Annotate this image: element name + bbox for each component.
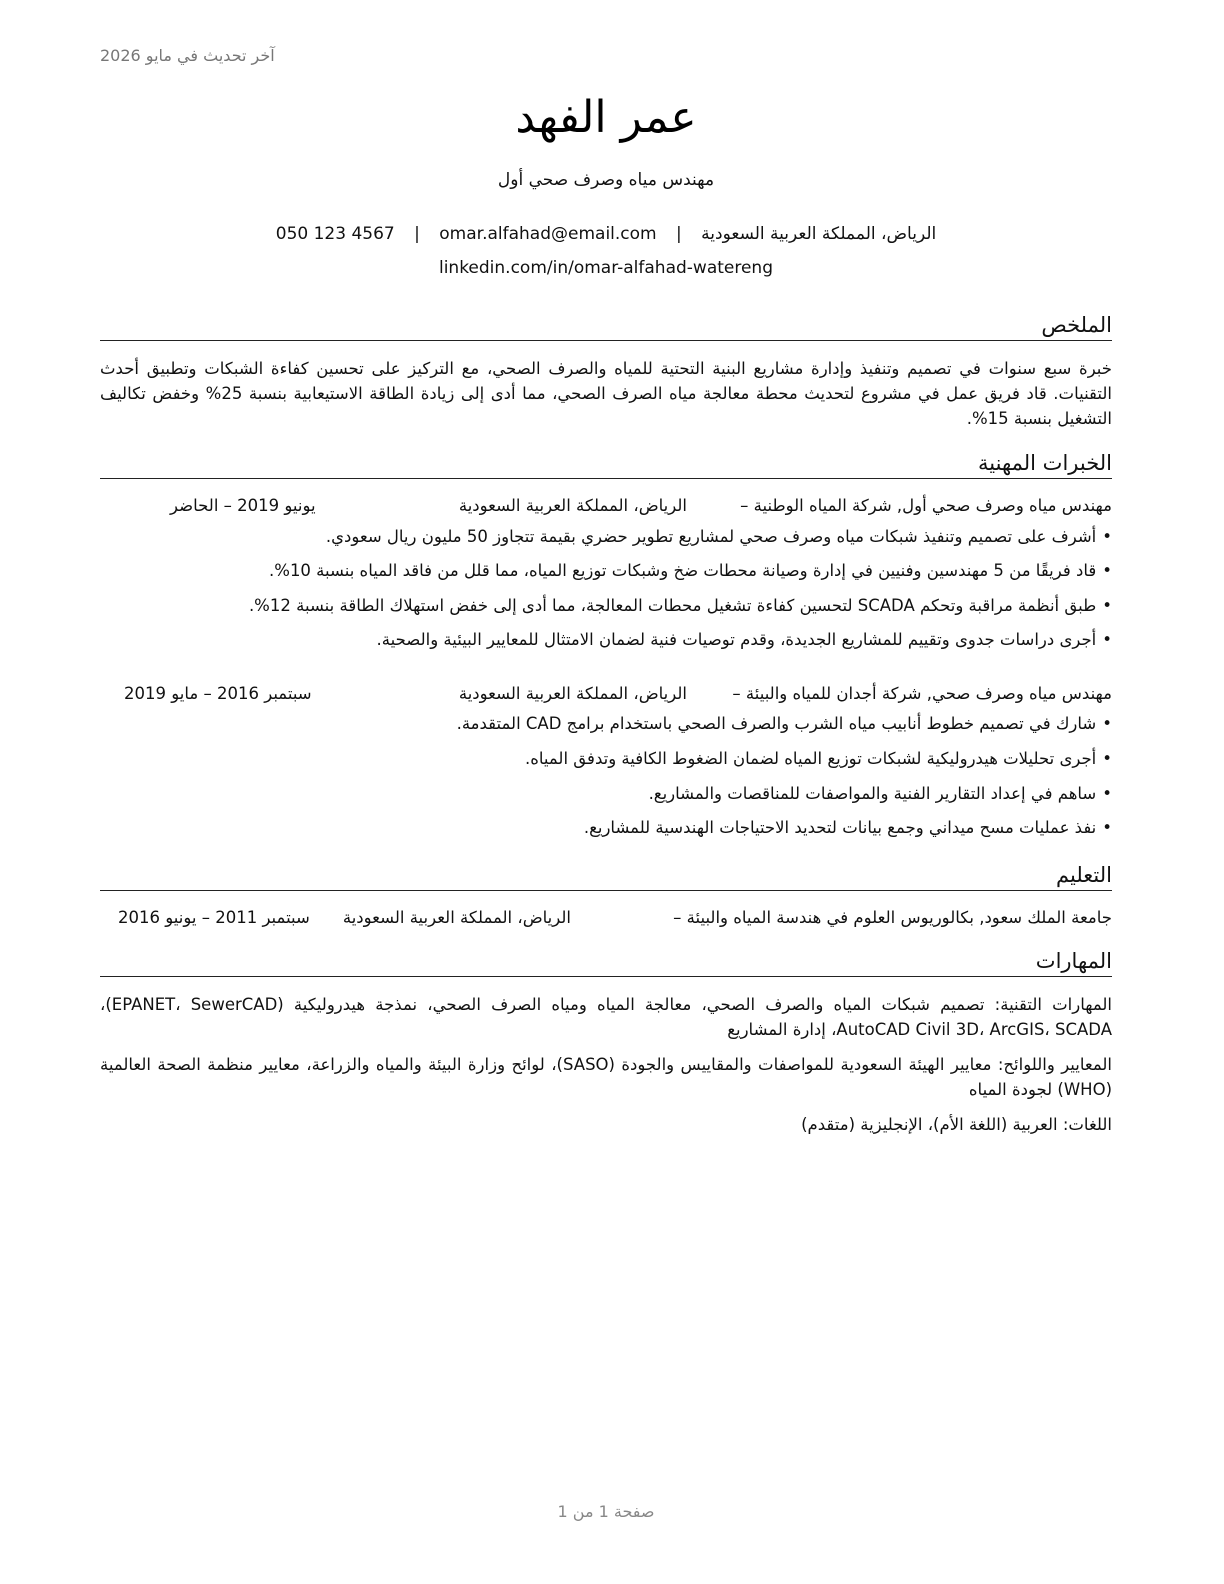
job-location: الرياض، المملكة العربية السعودية: [458, 684, 687, 703]
skills-heading: المهارات: [100, 948, 1112, 977]
contact-email[interactable]: omar.alfahad@email.com: [439, 224, 657, 244]
contact-separator: |: [414, 224, 420, 244]
job-title-company: مهندس مياه وصرف صحي أول, شركة المياه الوطنية –: [740, 496, 1112, 515]
skills-standards: المعايير واللوائح: معايير الهيئة السعودية للمواصفات والمقاييس والجودة (SASO)، لوائح وزارة البيئة والمياه والزراعة، معايير منظمة الصحة العالمية (WHO) لجودة المياه: [100, 1055, 1113, 1099]
job-bullet: •قاد فريقًا من 5 مهندسين وفنيين في إدارة وصيانة محطات ضخ وشبكات توزيع المياه، مما قلل من فاقد المياه بنسبة 10%.: [269, 561, 1112, 580]
candidate-title: مهندس مياه وصرف صحي أول: [497, 170, 715, 190]
education-degree: جامعة الملك سعود, بكالوريوس العلوم في هندسة المياه والبيئة –: [673, 908, 1112, 927]
summary-text: خبرة سبع سنوات في تصميم وتنفيذ وإدارة مشاريع البنية التحتية للمياه والصرف الصحي، مع التركيز على تحسين كفاءة الشبكات وتطبيق أحدث التقنيات. قاد فريق عمل في مشروع لتحديث محطة معالجة مياه الصرف الصحي، مما أدى إلى زيادة الطاقة الاستيعابية بنسبة 25% وخفض تكاليف التشغيل بنسبة 15%.: [100, 359, 1112, 428]
job-bullet: •ساهم في إعداد التقارير الفنية والمواصفات للمناقصات والمشاريع.: [648, 784, 1112, 803]
contact-separator: |: [676, 224, 682, 244]
education-location: الرياض، المملكة العربية السعودية: [342, 908, 571, 927]
page-number: صفحة 1 من 1: [557, 1502, 655, 1521]
education-heading: التعليم: [100, 862, 1112, 891]
contact-phone: 050 123 4567: [275, 224, 395, 244]
job-bullet: •شارك في تصميم خطوط أنابيب مياه الشرب والصرف الصحي باستخدام برامج CAD المتقدمة.: [456, 714, 1112, 733]
job-bullet: •نفذ عمليات مسح ميداني وجمع بيانات لتحديد الاحتياجات الهندسية للمشاريع.: [583, 818, 1112, 837]
contact-line: [100, 224, 1112, 244]
job-dates: سبتمبر 2016 – مايو 2019: [124, 684, 312, 703]
candidate-name: عمر الفهد: [515, 92, 697, 143]
job-bullet: •أجرى دراسات جدوى وتقييم للمشاريع الجديدة، وقدم توصيات فنية لضمان الامتثال للمعايير البيئية والصحية.: [376, 630, 1112, 649]
experience-heading: الخبرات المهنية: [100, 450, 1112, 479]
summary-heading: الملخص: [100, 312, 1112, 341]
contact-location: الرياض، المملكة العربية السعودية: [701, 224, 937, 244]
resume-page: [100, 0, 1112, 1584]
education-dates: سبتمبر 2011 – يونيو 2016: [118, 908, 310, 927]
job-bullet: •طبق أنظمة مراقبة وتحكم SCADA لتحسين كفاءة تشغيل محطات المعالجة، مما أدى إلى خفض استهلاك الطاقة بنسبة 12%.: [248, 596, 1112, 615]
job-location: الرياض، المملكة العربية السعودية: [458, 496, 687, 515]
job-title-company: مهندس مياه وصرف صحي, شركة أجدان للمياه والبيئة –: [732, 684, 1112, 703]
skills-technical: المهارات التقنية: تصميم شبكات المياه والصرف الصحي، معالجة المياه ومياه الصرف الصحي، نمذجة هيدروليكية (EPANET، SewerCAD)، AutoCAD Civil 3D، ArcGIS، SCADA، إدارة المشاريع: [100, 995, 1113, 1039]
job-dates: يونيو 2019 – الحاضر: [170, 496, 316, 515]
linkedin-link[interactable]: linkedin.com/in/omar-alfahad-watereng: [438, 258, 774, 278]
skills-languages: اللغات: العربية (اللغة الأم)، الإنجليزية (متقدم): [801, 1115, 1112, 1134]
last-updated-text: آخر تحديث في مايو 2026: [100, 46, 275, 65]
job-bullet: •أجرى تحليلات هيدروليكية لشبكات توزيع المياه لضمان الضغوط الكافية وتدفق المياه.: [525, 749, 1112, 768]
job-bullet: •أشرف على تصميم وتنفيذ شبكات مياه وصرف صحي لمشاريع تطوير حضري بقيمة تتجاوز 50 مليون ريال سعودي.: [325, 527, 1112, 546]
